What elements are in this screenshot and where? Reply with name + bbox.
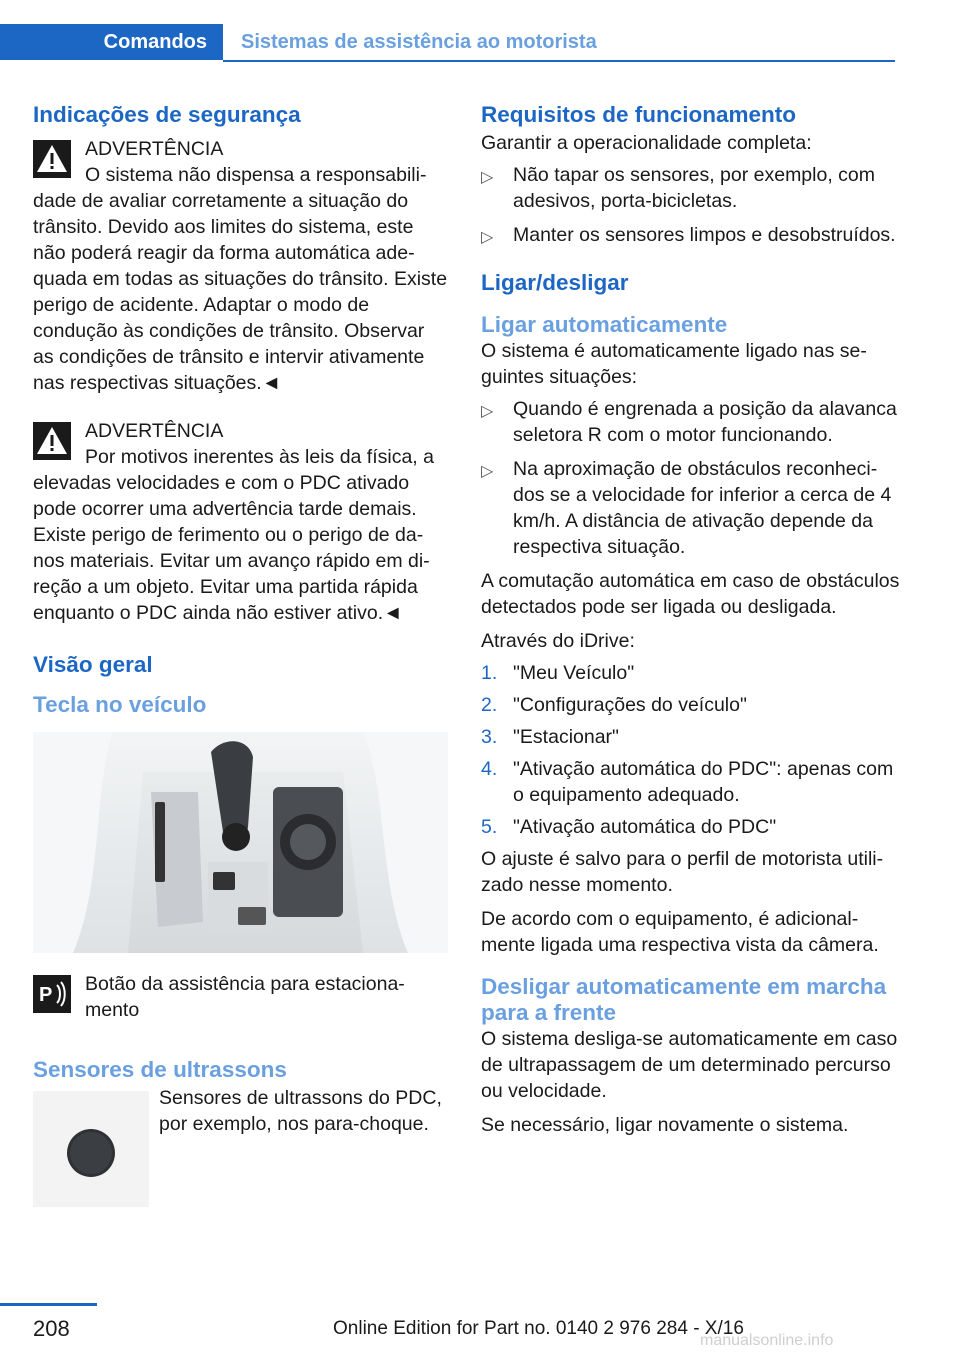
requirements-heading: Requisitos de funcionamento: [481, 102, 797, 127]
list-item: 2. "Configurações do veículo": [481, 694, 747, 716]
list-item: ▷ Na aproximação de obstáculos reconhecidos se a velocidade for inferior a cerca de 4 km/h. A distância de ativação depende da respectiva situação.: [481, 458, 892, 558]
section-title[interactable]: Sistemas de assistência ao motorista: [241, 30, 597, 53]
saved-text: O ajuste é salvo para o perfil de motorista utilizado nesse momento.: [481, 848, 884, 896]
sensor-photo: [33, 1091, 149, 1207]
triangle-bullet-icon: ▷: [481, 229, 494, 246]
page-header: [0, 24, 895, 62]
svg-text:P: P: [39, 984, 53, 1006]
sensors-heading: Sensores de ultrassons: [33, 1057, 287, 1082]
list-item: ▷ Manter os sensores limpos e desobstruídos.: [481, 222, 901, 248]
warning-block-2: [33, 418, 448, 626]
triangle-bullet-icon: ▷: [481, 403, 494, 420]
warning-block-1: [33, 136, 448, 396]
right-column: [481, 100, 901, 1138]
button-heading: Tecla no veículo: [33, 692, 207, 717]
sensors-row: [33, 1085, 448, 1137]
warning-text: O sistema não dispensa a responsabilidade de avaliar corretamente a situação do trânsito. Devido aos limites do sistema, este não poderá reagir da forma automática adequada em todas as situações do trânsito. Existe perigo de acidente. Adaptar o modo de condução às condições de trânsito. Observar as condições de trânsito e intervir ativamente nas respectivas situações.◄: [33, 164, 448, 394]
footer-rule: [0, 1303, 97, 1306]
warning-triangle-icon: [33, 140, 71, 178]
list-item: 4. "Ativação automática do PDC": apenas com o equipamento adequado.: [481, 758, 894, 806]
auto-on-heading: Ligar automaticamente: [481, 312, 728, 337]
button-caption-row: [33, 971, 448, 1023]
page-number: 208: [33, 1316, 70, 1341]
chapter-tab[interactable]: Comandos: [0, 24, 223, 60]
onoff-heading: Ligar/desligar: [481, 270, 629, 295]
auto-switch-text: A comutação automática em caso de obstáculos detectados pode ser ligada ou desligada.: [481, 570, 900, 618]
requirements-list: [481, 162, 901, 248]
console-photo: [33, 732, 448, 953]
reactivate-text: Se necessário, ligar novamente o sistema.: [481, 1114, 849, 1136]
requirements-intro: Garantir a operacionalidade completa:: [481, 132, 812, 154]
warning-text: Por motivos inerentes às leis da física, a elevadas velocidades e com o PDC ativado pode ocorrer uma advertência tarde demais. Existe perigo de ferimento ou o perigo de danos materiais. Evitar um avanço rápido em direção a um objeto. Evitar uma partida rápida enquanto o PDC ainda não estiver ativo.◄: [33, 446, 434, 624]
list-item: 1. "Meu Veículo": [481, 662, 635, 684]
watermark: manualsonline.info: [700, 1332, 834, 1349]
triangle-bullet-icon: ▷: [481, 169, 494, 186]
auto-on-list: [481, 396, 901, 560]
park-assist-button-icon: [33, 975, 71, 1013]
warning-label: ADVERTÊNCIA: [85, 138, 224, 160]
camera-text: De acordo com o equipamento, é adicionalmente ligada uma respectiva vista da câmera.: [481, 908, 879, 956]
button-caption: Botão da assistência para estacionamento: [85, 973, 405, 1021]
list-item: ▷ Não tapar os sensores, por exemplo, com adesivos, porta-bicicletas.: [481, 164, 876, 212]
overview-heading: Visão geral: [33, 652, 153, 677]
list-item: ▷ Quando é engrenada a posição da alavanca seletora R com o motor funcionando.: [481, 398, 897, 446]
header-rule: [223, 60, 895, 62]
warning-triangle-icon: [33, 422, 71, 460]
safety-heading: Indicações de segurança: [33, 102, 301, 127]
auto-on-intro: O sistema é automaticamente ligado nas seguintes situações:: [481, 340, 867, 388]
auto-off-text: O sistema desliga-se automaticamente em caso de ultrapassagem de um determinado percurso ou velocidade.: [481, 1028, 898, 1102]
idrive-steps: [481, 660, 901, 840]
triangle-bullet-icon: ▷: [481, 463, 494, 480]
idrive-text: Através do iDrive:: [481, 630, 635, 652]
list-item: 5. "Ativação automática do PDC": [481, 816, 777, 838]
auto-off-heading: Desligar automaticamente em marcha para a frente: [481, 974, 887, 1025]
left-column: [33, 100, 448, 1207]
list-item: 3. "Estacionar": [481, 726, 619, 748]
edition-text: Online Edition for Part no. 0140 2 976 284 - X/16: [333, 1318, 744, 1339]
warning-label: ADVERTÊNCIA: [85, 420, 224, 442]
sensors-text: Sensores de ultrassons do PDC, por exemplo, nos para-choque.: [159, 1087, 442, 1135]
